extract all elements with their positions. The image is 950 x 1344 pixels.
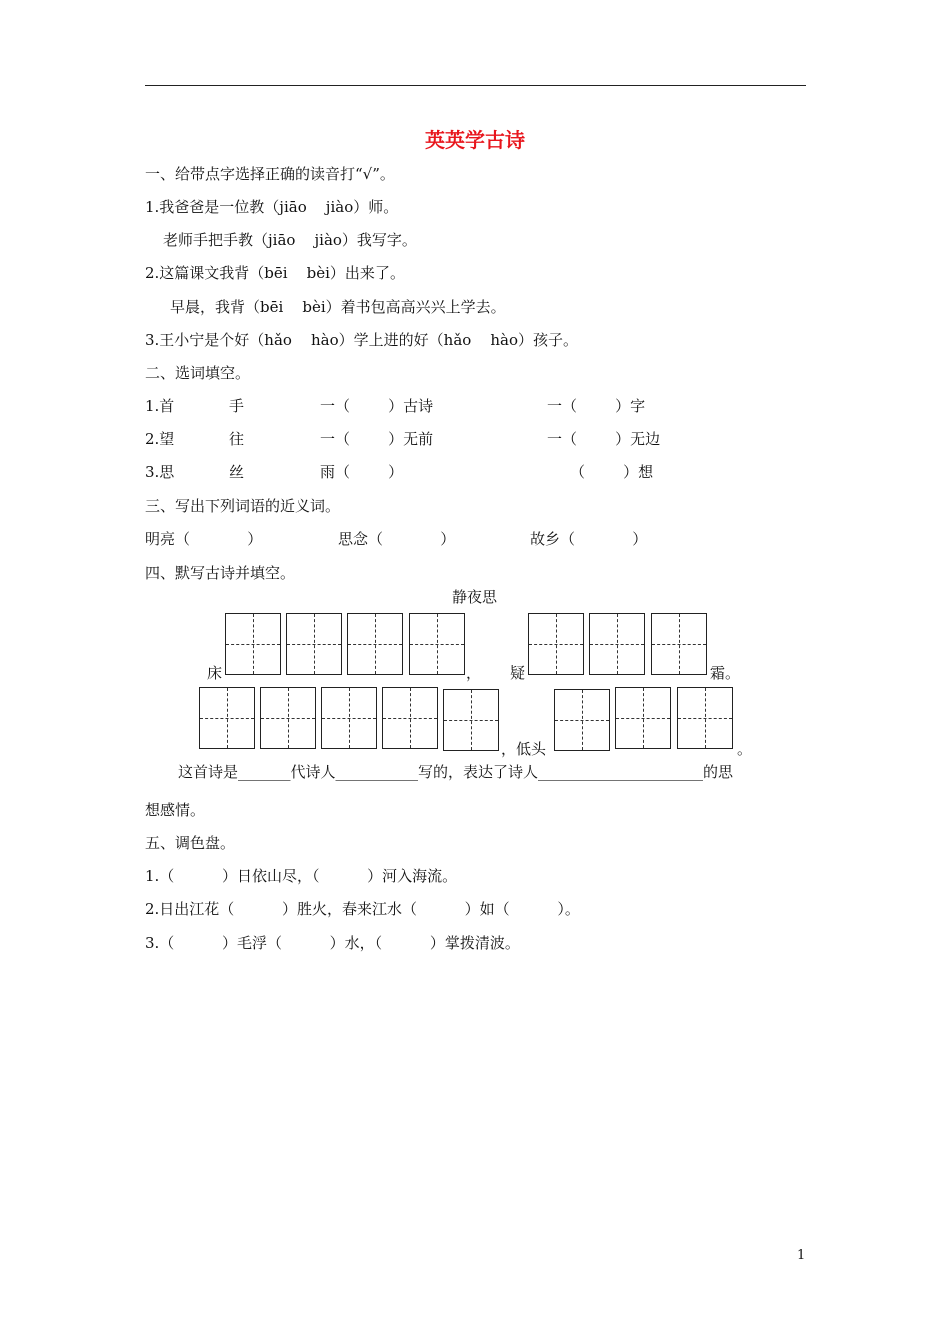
synonym-3: 故乡（ ）	[530, 530, 648, 548]
question-1b: 老师手把手教（jiāo jiào）我写字。	[163, 231, 417, 249]
question-1a: 1.我爸爸是一位教（jiāo jiào）师。	[145, 198, 399, 216]
writing-grid-cell[interactable]	[225, 613, 281, 675]
row1-word2: 手	[229, 397, 245, 415]
poem-line2-end: 。	[737, 740, 753, 758]
writing-grid-cell[interactable]	[321, 687, 377, 749]
palette-question-2: 2.日出江花（ ）胜火，春来江水（ ）如（ ）。	[145, 900, 580, 918]
row1-word1: 1.首	[145, 397, 175, 415]
section4-heading: 四、默写古诗并填空。	[145, 564, 296, 582]
row3-blank2: （ ）想	[570, 463, 654, 481]
writing-grid-cell[interactable]	[347, 613, 403, 675]
row2-word2: 往	[229, 430, 245, 448]
writing-grid-cell[interactable]	[443, 689, 499, 751]
poem-fill-line-a: 这首诗是_______代诗人___________写的，表达了诗人______________________的思	[178, 763, 734, 781]
writing-grid-cell[interactable]	[382, 687, 438, 749]
writing-grid-cell[interactable]	[528, 613, 584, 675]
synonym-2: 思念（ ）	[338, 530, 456, 548]
palette-question-3: 3.（ ）毛浮（ ）水，（ ）掌拨清波。	[145, 934, 520, 952]
section1-heading: 一、给带点字选择正确的读音打“√”。	[145, 165, 395, 183]
page-number: 1	[797, 1248, 806, 1263]
row3-word1: 3.思	[145, 463, 175, 481]
row2-blank1: 一（ ）无前	[320, 430, 434, 448]
question-2a: 2.这篇课文我背（bēi bèi）出来了。	[145, 264, 405, 282]
poem-line1-mid: 疑	[510, 664, 526, 682]
section5-heading: 五、调色盘。	[145, 834, 236, 852]
question-3: 3.王小宁是个好（hǎo hào）学上进的好（hǎo hào）孩子。	[145, 331, 578, 349]
poem-line1-end: 霜。	[710, 664, 741, 682]
writing-grid-cell[interactable]	[286, 613, 342, 675]
writing-grid-cell[interactable]	[589, 613, 645, 675]
row2-blank2: 一（ ）无边	[547, 430, 661, 448]
writing-grid-cell[interactable]	[409, 613, 465, 675]
poem-title: 静夜思	[452, 588, 498, 606]
poem-line1-comma: ，	[466, 664, 482, 682]
row1-blank1: 一（ ）古诗	[320, 397, 434, 415]
poem-fill-line-b: 想感情。	[145, 801, 206, 819]
writing-grid-cell[interactable]	[615, 687, 671, 749]
row2-word1: 2.望	[145, 430, 175, 448]
writing-grid-cell[interactable]	[554, 689, 610, 751]
row3-word2: 丝	[229, 463, 245, 481]
writing-grid-cell[interactable]	[651, 613, 707, 675]
poem-line2-mid: ，低头	[501, 740, 547, 758]
synonym-1: 明亮（ ）	[145, 530, 263, 548]
palette-question-1: 1.（ ）日依山尽，（ ）河入海流。	[145, 867, 458, 885]
row3-blank1: 雨（ ）	[320, 463, 404, 481]
question-2b: 早晨，我背（bēi bèi）着书包高高兴兴上学去。	[170, 298, 506, 316]
writing-grid-cell[interactable]	[260, 687, 316, 749]
header-rule	[145, 85, 806, 86]
writing-grid-cell[interactable]	[199, 687, 255, 749]
page-title: 英英学古诗	[425, 128, 525, 152]
section3-heading: 三、写出下列词语的近义词。	[145, 497, 341, 515]
section2-heading: 二、选词填空。	[145, 364, 251, 382]
poem-line1-start: 床	[207, 664, 223, 682]
writing-grid-cell[interactable]	[677, 687, 733, 749]
row1-blank2: 一（ ）字	[547, 397, 646, 415]
